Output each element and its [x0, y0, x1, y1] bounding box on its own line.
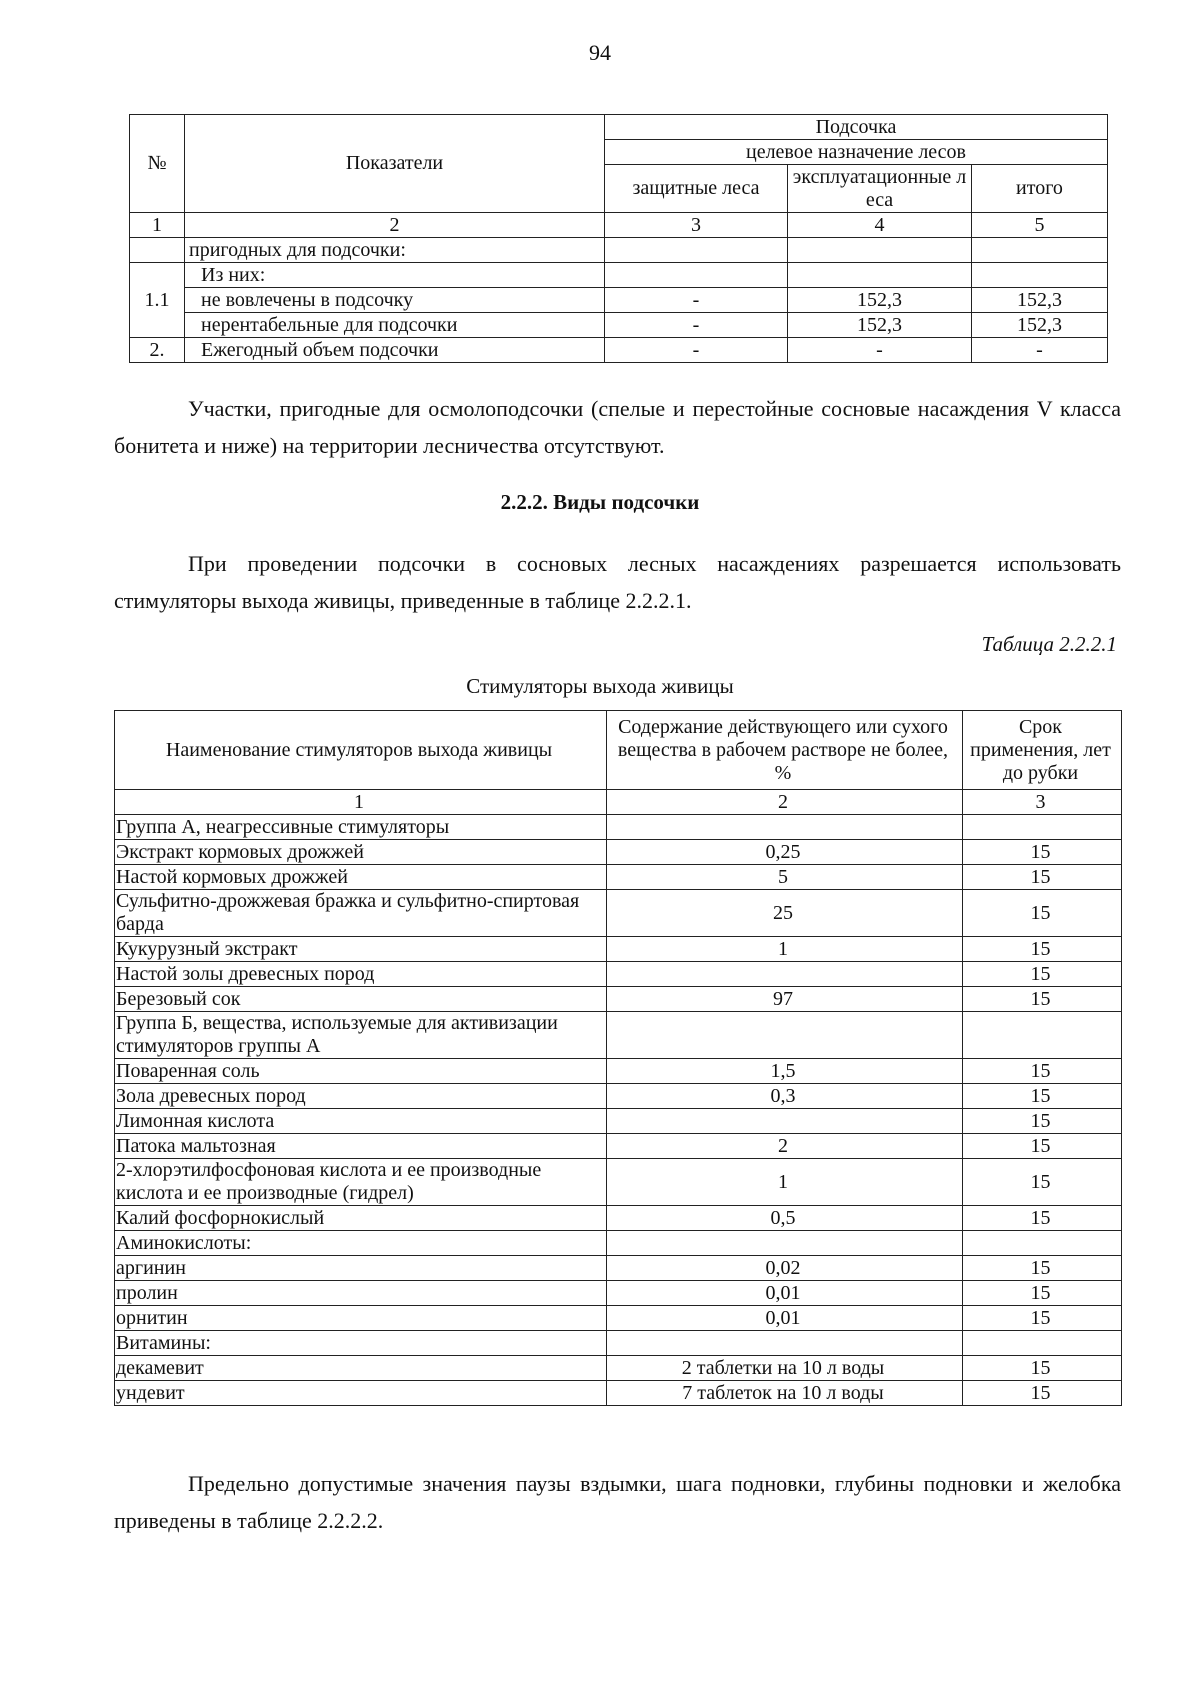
- cell-term: 15: [963, 1084, 1122, 1109]
- table-row: [130, 263, 1108, 288]
- cell-content: 2 таблетки на 10 л воды: [607, 1356, 963, 1381]
- cell-content: [607, 815, 963, 840]
- table-row: [115, 815, 1122, 840]
- cell-content: [607, 1331, 963, 1356]
- row-number: 2.: [130, 338, 185, 363]
- cell-term: [963, 1331, 1122, 1356]
- table-row: [115, 962, 1122, 987]
- table-row: [115, 1231, 1122, 1256]
- header-exploitation-forests: эксплуатационные леса: [788, 165, 972, 213]
- cell-term: 15: [963, 1306, 1122, 1331]
- cell-total: 152,3: [972, 313, 1108, 338]
- cell-stimulator-name: Зола древесных пород: [115, 1084, 607, 1109]
- table-row: [115, 1306, 1122, 1331]
- cell-content: 0,02: [607, 1256, 963, 1281]
- column-number: 1: [115, 790, 607, 815]
- cell-content: [607, 1012, 963, 1059]
- cell-stimulator-name: Витамины:: [115, 1331, 607, 1356]
- cell-content: 0,5: [607, 1206, 963, 1231]
- tapping-table: [129, 114, 1108, 363]
- table-row: [115, 1356, 1122, 1381]
- paragraph-limits: Предельно допустимые значения паузы вздымки, шага подновки, глубины подновки и желобка приведены в таблице 2.2.2.2.: [114, 1471, 1121, 1533]
- cell-stimulator-name: Настой кормовых дрожжей: [115, 865, 607, 890]
- table-row: [115, 987, 1122, 1012]
- cell-stimulator-name: Поваренная соль: [115, 1059, 607, 1084]
- column-number: 5: [972, 213, 1108, 238]
- cell-protective: -: [605, 288, 788, 313]
- cell-stimulator-name: Группа А, неагрессивные стимуляторы: [115, 815, 607, 840]
- row-label: Ежегодный объем подсочки: [185, 338, 605, 363]
- table-row: [115, 865, 1122, 890]
- cell-term: 15: [963, 937, 1122, 962]
- cell-content: 0,25: [607, 840, 963, 865]
- table-row: [130, 238, 1108, 263]
- table-row: [130, 288, 1108, 313]
- row-label: нерентабельные для подсочки: [185, 313, 605, 338]
- cell-term: 15: [963, 865, 1122, 890]
- cell-content: 1: [607, 937, 963, 962]
- column-number: 4: [788, 213, 972, 238]
- cell-stimulator-name: Группа Б, вещества, используемые для активизации стимуляторов группы А: [115, 1012, 607, 1059]
- row-label: Из них:: [185, 263, 605, 288]
- table-title: Стимуляторы выхода живицы: [466, 674, 734, 698]
- table-row: [115, 1331, 1122, 1356]
- cell-stimulator-name: декамевит: [115, 1356, 607, 1381]
- cell-stimulator-name: Настой золы древесных пород: [115, 962, 607, 987]
- cell-term: 15: [963, 840, 1122, 865]
- cell-stimulator-name: Патока мальтозная: [115, 1134, 607, 1159]
- cell-content: [607, 1231, 963, 1256]
- cell-term: 15: [963, 1109, 1122, 1134]
- table-row: [115, 1256, 1122, 1281]
- column-number: 2: [185, 213, 605, 238]
- cell-term: 15: [963, 1134, 1122, 1159]
- cell-stimulator-name: Кукурузный экстракт: [115, 937, 607, 962]
- cell-content: 1,5: [607, 1059, 963, 1084]
- column-numbers-row: [130, 213, 1108, 238]
- cell-term: 15: [963, 1206, 1122, 1231]
- row-label: не вовлечены в подсочку: [185, 288, 605, 313]
- cell-term: 15: [963, 987, 1122, 1012]
- stimulators-table: [114, 710, 1122, 1406]
- cell-term: 15: [963, 890, 1122, 937]
- table-row: [130, 338, 1108, 363]
- page-number: 94: [589, 40, 611, 65]
- table-row: [115, 937, 1122, 962]
- cell-term: 15: [963, 1256, 1122, 1281]
- table-reference: Таблица 2.2.2.1: [981, 632, 1117, 656]
- table-row: [115, 890, 1122, 937]
- cell-content: 2: [607, 1134, 963, 1159]
- cell-content: 0,01: [607, 1306, 963, 1331]
- header-content: Содержание действующего или сухого вещества в рабочем растворе не более, %: [607, 711, 963, 790]
- header-stimulator-name: Наименование стимуляторов выхода живицы: [115, 711, 607, 790]
- cell-stimulator-name: Лимонная кислота: [115, 1109, 607, 1134]
- cell-stimulator-name: Калий фосфорнокислый: [115, 1206, 607, 1231]
- cell-exploitation: -: [788, 338, 972, 363]
- table-row: [115, 1109, 1122, 1134]
- column-number: 3: [963, 790, 1122, 815]
- cell-term: 15: [963, 1059, 1122, 1084]
- cell-stimulator-name: Аминокислоты:: [115, 1231, 607, 1256]
- table-row: [115, 1381, 1122, 1406]
- section-heading: 2.2.2. Виды подсочки: [500, 490, 700, 514]
- header-protective-forests: защитные леса: [605, 165, 788, 213]
- cell-stimulator-name: аргинин: [115, 1256, 607, 1281]
- cell-term: 15: [963, 1381, 1122, 1406]
- paragraph-resin-tapping: Участки, пригодные для осмолоподсочки (спелые и перестойные сосновые насаждения V класса бонитета и ниже) на территории лесничества отсутствуют.: [114, 396, 1121, 458]
- cell-content: [607, 1109, 963, 1134]
- column-number: 3: [605, 213, 788, 238]
- header-indicators: Показатели: [185, 115, 605, 213]
- column-number: 1: [130, 213, 185, 238]
- header-term: Срок применения, лет до рубки: [963, 711, 1122, 790]
- cell-content: 25: [607, 890, 963, 937]
- cell-total: 152,3: [972, 288, 1108, 313]
- table-row: [115, 1206, 1122, 1231]
- cell-content: 1: [607, 1159, 963, 1206]
- header-forest-purpose: целевое назначение лесов: [605, 140, 1108, 165]
- cell-term: 15: [963, 1159, 1122, 1206]
- cell-content: 0,3: [607, 1084, 963, 1109]
- row-number: 1.1: [130, 263, 185, 338]
- table-row: [130, 313, 1108, 338]
- cell-content: [607, 962, 963, 987]
- cell-content: 0,01: [607, 1281, 963, 1306]
- cell-term: [963, 1012, 1122, 1059]
- table-row: [115, 1134, 1122, 1159]
- cell-stimulator-name: 2-хлорэтилфосфоновая кислота и ее производные кислота и ее производные (гидрел): [115, 1159, 607, 1206]
- cell-stimulator-name: пролин: [115, 1281, 607, 1306]
- cell-content: 5: [607, 865, 963, 890]
- cell-stimulator-name: Березовый сок: [115, 987, 607, 1012]
- cell-term: [963, 1231, 1122, 1256]
- cell-total: -: [972, 338, 1108, 363]
- header-total: итого: [972, 165, 1108, 213]
- table-row: [115, 1059, 1122, 1084]
- cell-stimulator-name: Экстракт кормовых дрожжей: [115, 840, 607, 865]
- table-row: [115, 1159, 1122, 1206]
- cell-term: 15: [963, 1281, 1122, 1306]
- cell-content: 7 таблеток на 10 л воды: [607, 1381, 963, 1406]
- table-row: [115, 1084, 1122, 1109]
- cell-protective: -: [605, 338, 788, 363]
- row-label: пригодных для подсочки:: [185, 238, 605, 263]
- cell-protective: -: [605, 313, 788, 338]
- paragraph-stimulators: При проведении подсочки в сосновых лесных насаждениях разрешается использовать стимуляторы выхода живицы, приведенные в таблице 2.2.2.1.: [114, 551, 1121, 613]
- cell-exploitation: 152,3: [788, 288, 972, 313]
- column-number: 2: [607, 790, 963, 815]
- cell-stimulator-name: ундевит: [115, 1381, 607, 1406]
- table-row: [115, 1012, 1122, 1059]
- header-tapping: Подсочка: [605, 115, 1108, 140]
- cell-exploitation: 152,3: [788, 313, 972, 338]
- cell-content: 97: [607, 987, 963, 1012]
- cell-stimulator-name: орнитин: [115, 1306, 607, 1331]
- cell-term: 15: [963, 962, 1122, 987]
- table-row: [115, 840, 1122, 865]
- cell-term: [963, 815, 1122, 840]
- table-row: [115, 1281, 1122, 1306]
- header-number: №: [130, 115, 185, 213]
- cell-stimulator-name: Сульфитно-дрожжевая бражка и сульфитно-спиртовая барда: [115, 890, 607, 937]
- column-numbers-row: [115, 790, 1122, 815]
- cell-term: 15: [963, 1356, 1122, 1381]
